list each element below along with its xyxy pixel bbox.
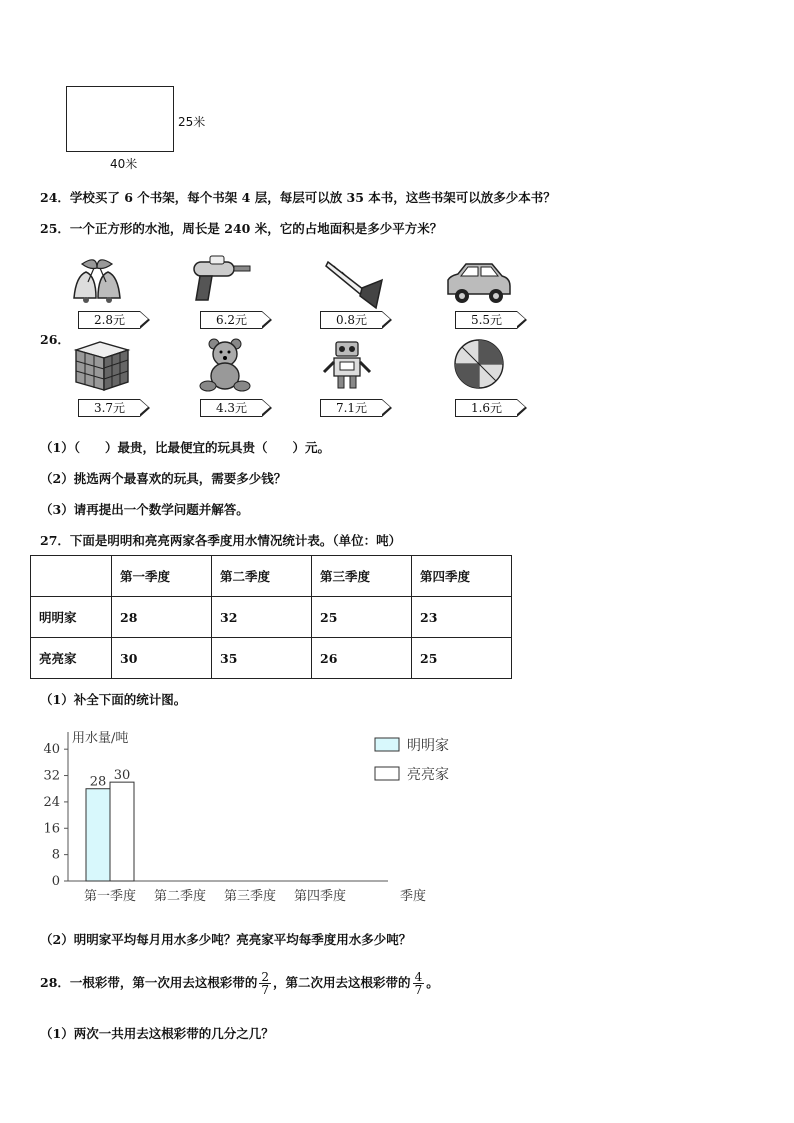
x-tick-label: 第一季度 <box>83 889 137 904</box>
table-header-cell: 第四季度 <box>412 556 512 597</box>
width-label: 40米 <box>110 157 138 171</box>
magic-cube-icon <box>66 338 136 392</box>
fraction-numerator: 4 <box>414 970 423 984</box>
question-26-3: （3）请再提出一个数学问题并解答。 <box>40 502 249 517</box>
y-axis-title: 用水量/吨 <box>72 731 129 746</box>
water-usage-table <box>30 555 512 679</box>
question-25: 25．一个正方形的水池，周长是 240 米，它的占地面积是多少平方米？ <box>40 221 443 236</box>
table-cell: 26 <box>312 638 412 679</box>
water-usage-chart <box>30 722 470 910</box>
bar-value-label: 28 <box>89 774 107 790</box>
table-cell: 25 <box>312 597 412 638</box>
fraction-denominator: 7 <box>414 983 423 997</box>
table-cell: 23 <box>412 597 512 638</box>
table-cell: 30 <box>112 638 212 679</box>
legend-swatch <box>375 738 399 751</box>
y-tick-label: 32 <box>43 768 60 784</box>
table-cell: 28 <box>112 597 212 638</box>
price-tag: 3.7元 <box>78 399 140 417</box>
legend-swatch <box>375 767 399 780</box>
price-tag: 2.8元 <box>78 311 140 329</box>
question-27-2: （2）明明家平均每月用水多少吨？亮亮家平均每季度用水多少吨？ <box>40 932 412 947</box>
question-26-1: （1）（ ）最贵，比最便宜的玩具贵（ ）元。 <box>40 440 330 455</box>
question-28 <box>40 966 439 1000</box>
price-tag: 1.6元 <box>455 399 517 417</box>
y-tick-label: 0 <box>51 874 60 889</box>
fraction-denominator: 7 <box>261 983 270 997</box>
bar <box>86 789 110 881</box>
price-tag: 5.5元 <box>455 311 517 329</box>
x-axis-title: 季度 <box>400 889 427 904</box>
table-header-cell <box>31 556 112 597</box>
height-label: 25米 <box>178 115 206 129</box>
y-tick-label: 40 <box>43 742 60 758</box>
rectangle-figure <box>66 86 174 152</box>
table-header-row <box>31 556 512 597</box>
bar <box>110 782 134 881</box>
legend-label: 明明家 <box>407 738 449 754</box>
table-header-cell: 第一季度 <box>112 556 212 597</box>
bells-icon <box>62 252 132 306</box>
price-tag: 0.8元 <box>320 311 382 329</box>
price-tag: 4.3元 <box>200 399 262 417</box>
legend-label: 亮亮家 <box>407 767 449 783</box>
robot-icon <box>312 338 382 392</box>
table-cell: 亮亮家 <box>31 638 112 679</box>
table-header-cell: 第二季度 <box>212 556 312 597</box>
table-cell: 25 <box>412 638 512 679</box>
question-28-text-2: ，第二次用去这根彩带的 <box>273 975 411 990</box>
table-cell: 35 <box>212 638 312 679</box>
y-tick-label: 16 <box>43 821 60 837</box>
question-27-1: （1）补全下面的统计图。 <box>40 692 187 707</box>
question-27: 27．下面是明明和亮亮两家各季度用水情况统计表。（单位：吨） <box>40 533 402 548</box>
question-26-number: 26． <box>40 332 70 347</box>
x-tick-label: 第二季度 <box>153 889 207 904</box>
car-icon <box>444 256 514 310</box>
trumpet-icon <box>320 256 390 310</box>
question-28-text-3: 。 <box>426 975 439 990</box>
question-24: 24．学校买了 6 个书架，每个书架 4 层，每层可以放 35 本书，这些书架可以放多少本书？ <box>40 190 556 205</box>
fraction-two-sevenths <box>259 971 271 996</box>
table-cell: 明明家 <box>31 597 112 638</box>
price-tag: 6.2元 <box>200 311 262 329</box>
teddy-bear-icon <box>190 338 260 392</box>
bar-value-label: 30 <box>113 768 131 784</box>
table-row <box>31 597 512 638</box>
fraction-four-sevenths <box>413 971 425 996</box>
price-tag: 7.1元 <box>320 399 382 417</box>
x-tick-label: 第四季度 <box>293 889 347 904</box>
y-tick-label: 24 <box>43 794 60 810</box>
table-header-cell: 第三季度 <box>312 556 412 597</box>
y-tick-label: 8 <box>51 847 60 863</box>
table-row <box>31 638 512 679</box>
fraction-numerator: 2 <box>261 970 270 984</box>
table-cell: 32 <box>212 597 312 638</box>
question-28-1: （1）两次一共用去这根彩带的几分之几？ <box>40 1026 274 1041</box>
water-gun-icon <box>186 252 256 306</box>
x-tick-label: 第三季度 <box>223 889 277 904</box>
question-28-text-1: 28．一根彩带，第一次用去这根彩带的 <box>40 975 258 990</box>
question-26-2: （2）挑选两个最喜欢的玩具，需要多少钱？ <box>40 471 287 486</box>
ball-icon <box>444 336 514 390</box>
